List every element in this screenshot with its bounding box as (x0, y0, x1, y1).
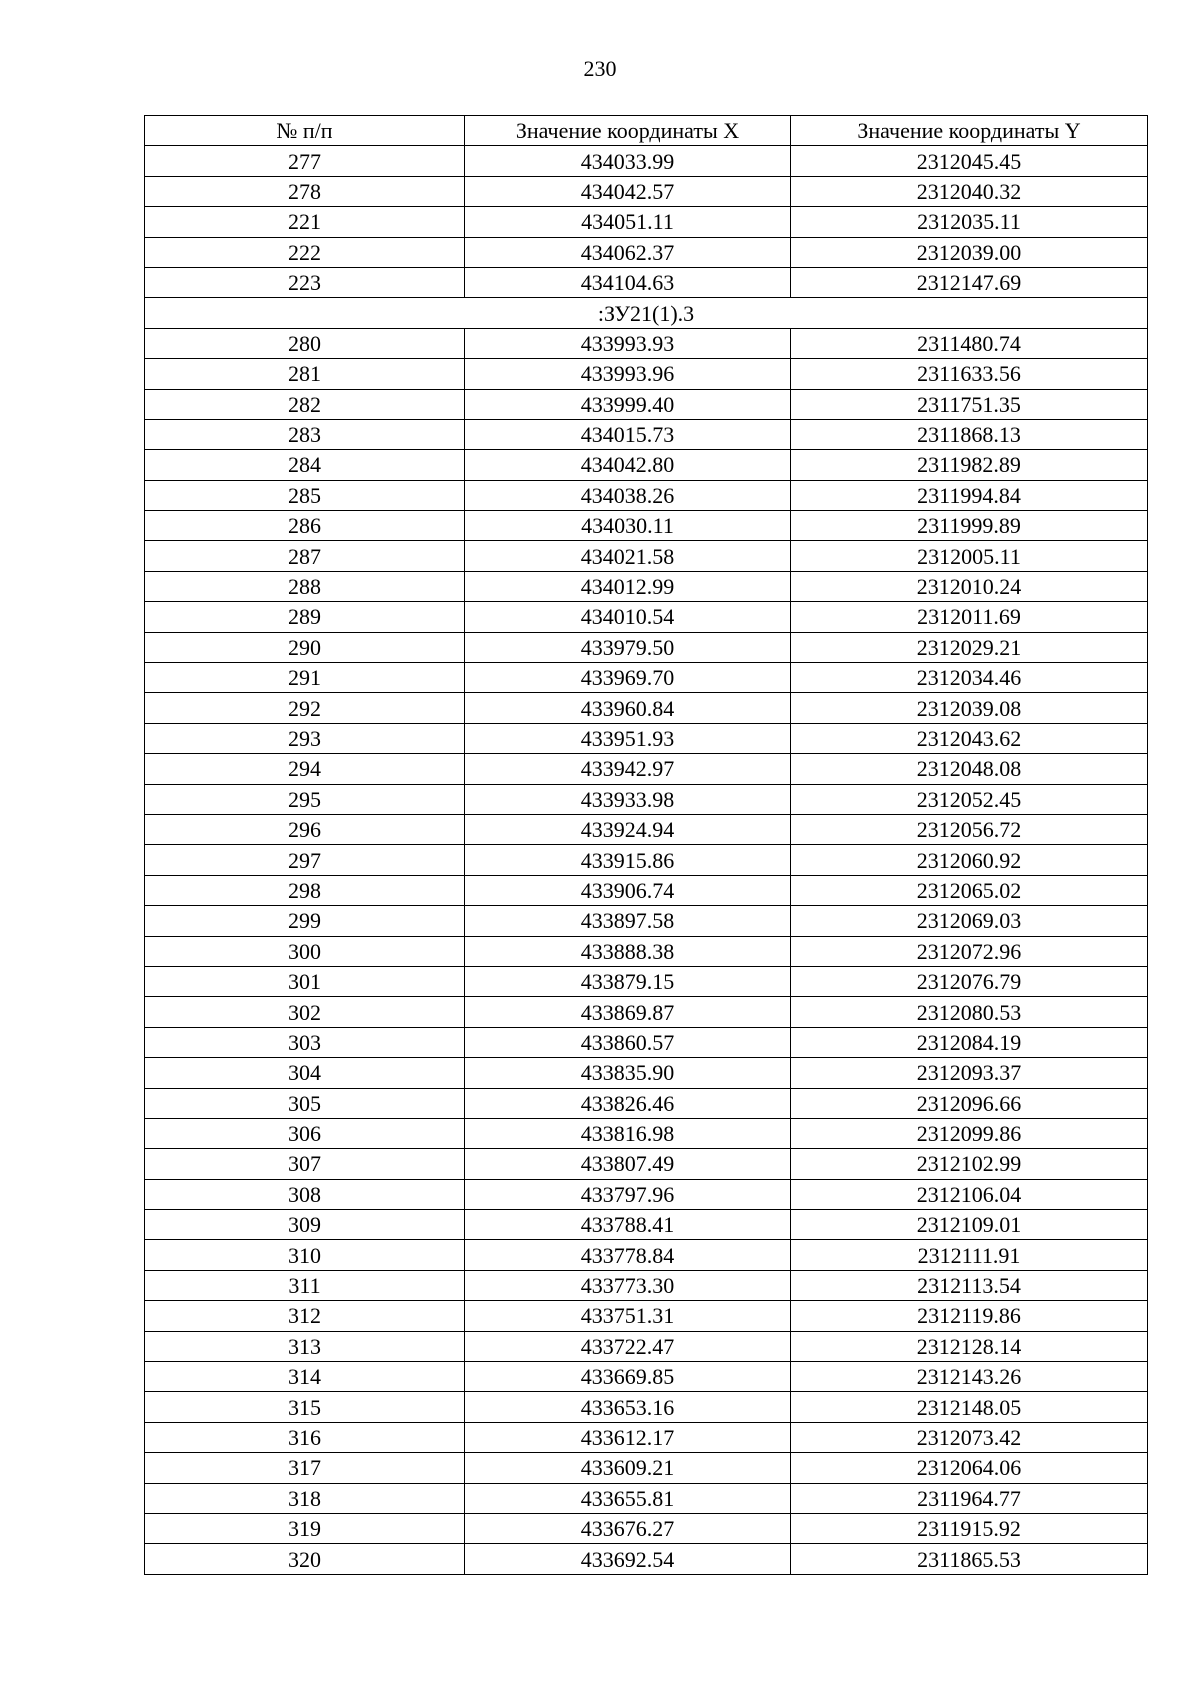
cell-coordinate-y: 2311633.56 (791, 359, 1148, 389)
cell-coordinate-y: 2311868.13 (791, 419, 1148, 449)
cell-coordinate-x: 433609.21 (465, 1453, 791, 1483)
cell-coordinate-y: 2312099.86 (791, 1118, 1148, 1148)
table-row (145, 936, 1148, 966)
cell-coordinate-y: 2312147.69 (791, 267, 1148, 297)
cell-coordinate-y: 2312119.86 (791, 1301, 1148, 1331)
cell-point-number: 284 (145, 450, 465, 480)
cell-coordinate-y: 2312080.53 (791, 997, 1148, 1027)
cell-coordinate-x: 433999.40 (465, 389, 791, 419)
table-row (145, 419, 1148, 449)
cell-point-number: 283 (145, 419, 465, 449)
cell-coordinate-y: 2311480.74 (791, 328, 1148, 358)
cell-coordinate-x: 434042.57 (465, 176, 791, 206)
cell-coordinate-x: 434051.11 (465, 207, 791, 237)
cell-coordinate-y: 2311964.77 (791, 1483, 1148, 1513)
table-row (145, 1149, 1148, 1179)
cell-coordinate-x: 434038.26 (465, 480, 791, 510)
table-row (145, 328, 1148, 358)
table-row (145, 845, 1148, 875)
table-row (145, 207, 1148, 237)
cell-point-number: 289 (145, 602, 465, 632)
cell-coordinate-y: 2312040.32 (791, 176, 1148, 206)
table-row (145, 359, 1148, 389)
cell-coordinate-y: 2312005.11 (791, 541, 1148, 571)
cell-coordinate-x: 433788.41 (465, 1210, 791, 1240)
cell-point-number: 293 (145, 723, 465, 753)
cell-coordinate-y: 2312128.14 (791, 1331, 1148, 1361)
cell-coordinate-x: 433655.81 (465, 1483, 791, 1513)
table-row (145, 1058, 1148, 1088)
cell-coordinate-x: 433835.90 (465, 1058, 791, 1088)
table-row (145, 511, 1148, 541)
table-row (145, 1301, 1148, 1331)
cell-point-number: 305 (145, 1088, 465, 1118)
cell-coordinate-y: 2312045.45 (791, 146, 1148, 176)
table-row (145, 693, 1148, 723)
table-row (145, 602, 1148, 632)
cell-coordinate-y: 2312048.08 (791, 754, 1148, 784)
table-row (145, 1513, 1148, 1543)
cell-coordinate-x: 433807.49 (465, 1149, 791, 1179)
cell-coordinate-x: 433816.98 (465, 1118, 791, 1148)
cell-coordinate-x: 433773.30 (465, 1270, 791, 1300)
cell-point-number: 315 (145, 1392, 465, 1422)
cell-coordinate-y: 2312113.54 (791, 1270, 1148, 1300)
cell-coordinate-y: 2312056.72 (791, 814, 1148, 844)
table-row (145, 267, 1148, 297)
cell-coordinate-x: 433797.96 (465, 1179, 791, 1209)
cell-coordinate-x: 433778.84 (465, 1240, 791, 1270)
cell-coordinate-x: 433960.84 (465, 693, 791, 723)
header-point-number: № п/п (145, 116, 465, 146)
cell-point-number: 287 (145, 541, 465, 571)
cell-coordinate-y: 2312148.05 (791, 1392, 1148, 1422)
cell-point-number: 318 (145, 1483, 465, 1513)
cell-point-number: 297 (145, 845, 465, 875)
cell-coordinate-x: 433653.16 (465, 1392, 791, 1422)
cell-coordinate-x: 433692.54 (465, 1544, 791, 1574)
cell-point-number: 296 (145, 814, 465, 844)
cell-point-number: 317 (145, 1453, 465, 1483)
cell-coordinate-y: 2312065.02 (791, 875, 1148, 905)
cell-coordinate-y: 2312039.08 (791, 693, 1148, 723)
coordinates-table (144, 115, 1148, 1575)
cell-coordinate-y: 2312072.96 (791, 936, 1148, 966)
cell-point-number: 298 (145, 875, 465, 905)
cell-point-number: 292 (145, 693, 465, 723)
cell-coordinate-y: 2311994.84 (791, 480, 1148, 510)
table-row (145, 237, 1148, 267)
table-row (145, 146, 1148, 176)
cell-coordinate-x: 434021.58 (465, 541, 791, 571)
table-body (145, 146, 1148, 1574)
cell-point-number: 285 (145, 480, 465, 510)
cell-point-number: 278 (145, 176, 465, 206)
table-row (145, 754, 1148, 784)
cell-point-number: 281 (145, 359, 465, 389)
table-row (145, 663, 1148, 693)
cell-point-number: 310 (145, 1240, 465, 1270)
cell-point-number: 294 (145, 754, 465, 784)
cell-coordinate-x: 433826.46 (465, 1088, 791, 1118)
table-row (145, 1331, 1148, 1361)
cell-coordinate-y: 2312052.45 (791, 784, 1148, 814)
cell-coordinate-y: 2312076.79 (791, 966, 1148, 996)
cell-point-number: 314 (145, 1362, 465, 1392)
cell-point-number: 277 (145, 146, 465, 176)
cell-coordinate-x: 433924.94 (465, 814, 791, 844)
table-row (145, 389, 1148, 419)
cell-coordinate-x: 433722.47 (465, 1331, 791, 1361)
cell-coordinate-x: 433612.17 (465, 1422, 791, 1452)
cell-coordinate-y: 2312035.11 (791, 207, 1148, 237)
table-header-row (145, 116, 1148, 146)
cell-point-number: 309 (145, 1210, 465, 1240)
cell-coordinate-x: 433951.93 (465, 723, 791, 753)
table-row (145, 784, 1148, 814)
cell-coordinate-y: 2312010.24 (791, 571, 1148, 601)
cell-point-number: 288 (145, 571, 465, 601)
table-row (145, 1483, 1148, 1513)
cell-coordinate-y: 2312143.26 (791, 1362, 1148, 1392)
cell-point-number: 312 (145, 1301, 465, 1331)
table-row (145, 997, 1148, 1027)
cell-point-number: 316 (145, 1422, 465, 1452)
header-coordinate-x: Значение координаты X (465, 116, 791, 146)
table-row (145, 541, 1148, 571)
cell-point-number: 223 (145, 267, 465, 297)
table-row (145, 1240, 1148, 1270)
cell-point-number: 301 (145, 966, 465, 996)
cell-coordinate-y: 2311999.89 (791, 511, 1148, 541)
section-label: :ЗУ21(1).3 (145, 298, 1148, 328)
cell-point-number: 304 (145, 1058, 465, 1088)
cell-coordinate-x: 434030.11 (465, 511, 791, 541)
table-row (145, 450, 1148, 480)
cell-coordinate-y: 2311982.89 (791, 450, 1148, 480)
cell-coordinate-y: 2312060.92 (791, 845, 1148, 875)
cell-point-number: 295 (145, 784, 465, 814)
table-row (145, 1392, 1148, 1422)
cell-coordinate-y: 2312064.06 (791, 1453, 1148, 1483)
cell-coordinate-y: 2312093.37 (791, 1058, 1148, 1088)
table-row (145, 1270, 1148, 1300)
table-row (145, 480, 1148, 510)
cell-coordinate-x: 433915.86 (465, 845, 791, 875)
table-row (145, 1362, 1148, 1392)
cell-coordinate-x: 433888.38 (465, 936, 791, 966)
table-row (145, 1088, 1148, 1118)
cell-coordinate-x: 433751.31 (465, 1301, 791, 1331)
cell-point-number: 222 (145, 237, 465, 267)
cell-coordinate-y: 2312011.69 (791, 602, 1148, 632)
cell-coordinate-y: 2312084.19 (791, 1027, 1148, 1057)
cell-coordinate-x: 433869.87 (465, 997, 791, 1027)
cell-coordinate-x: 433879.15 (465, 966, 791, 996)
cell-point-number: 300 (145, 936, 465, 966)
table-row (145, 1210, 1148, 1240)
cell-coordinate-x: 434042.80 (465, 450, 791, 480)
cell-coordinate-x: 433906.74 (465, 875, 791, 905)
cell-point-number: 286 (145, 511, 465, 541)
table-row (145, 966, 1148, 996)
cell-point-number: 282 (145, 389, 465, 419)
cell-coordinate-y: 2312073.42 (791, 1422, 1148, 1452)
cell-point-number: 291 (145, 663, 465, 693)
table-row (145, 1544, 1148, 1574)
cell-coordinate-y: 2311751.35 (791, 389, 1148, 419)
cell-point-number: 308 (145, 1179, 465, 1209)
cell-point-number: 313 (145, 1331, 465, 1361)
header-coordinate-y: Значение координаты Y (791, 116, 1148, 146)
table-row (145, 906, 1148, 936)
cell-coordinate-y: 2312039.00 (791, 237, 1148, 267)
cell-coordinate-x: 433993.93 (465, 328, 791, 358)
table-row (145, 571, 1148, 601)
cell-point-number: 320 (145, 1544, 465, 1574)
table-row (145, 814, 1148, 844)
table-row (145, 1422, 1148, 1452)
cell-point-number: 302 (145, 997, 465, 1027)
cell-point-number: 303 (145, 1027, 465, 1057)
cell-coordinate-x: 434033.99 (465, 146, 791, 176)
cell-point-number: 319 (145, 1513, 465, 1543)
cell-coordinate-y: 2312096.66 (791, 1088, 1148, 1118)
cell-coordinate-x: 433969.70 (465, 663, 791, 693)
cell-coordinate-x: 434015.73 (465, 419, 791, 449)
cell-coordinate-x: 434104.63 (465, 267, 791, 297)
cell-coordinate-x: 433942.97 (465, 754, 791, 784)
cell-coordinate-y: 2312111.91 (791, 1240, 1148, 1270)
page-number: 230 (583, 56, 617, 81)
cell-coordinate-x: 433676.27 (465, 1513, 791, 1543)
table-row (145, 176, 1148, 206)
table-row (145, 632, 1148, 662)
cell-coordinate-x: 433860.57 (465, 1027, 791, 1057)
cell-coordinate-y: 2312043.62 (791, 723, 1148, 753)
cell-coordinate-y: 2312106.04 (791, 1179, 1148, 1209)
cell-coordinate-y: 2312069.03 (791, 906, 1148, 936)
cell-point-number: 307 (145, 1149, 465, 1179)
cell-point-number: 311 (145, 1270, 465, 1300)
cell-coordinate-y: 2312109.01 (791, 1210, 1148, 1240)
cell-point-number: 290 (145, 632, 465, 662)
table-row (145, 1453, 1148, 1483)
cell-coordinate-x: 433933.98 (465, 784, 791, 814)
cell-coordinate-x: 434010.54 (465, 602, 791, 632)
cell-coordinate-y: 2311915.92 (791, 1513, 1148, 1543)
table-row (145, 1179, 1148, 1209)
cell-coordinate-x: 433979.50 (465, 632, 791, 662)
cell-point-number: 299 (145, 906, 465, 936)
cell-coordinate-x: 433993.96 (465, 359, 791, 389)
cell-coordinate-x: 434062.37 (465, 237, 791, 267)
cell-point-number: 306 (145, 1118, 465, 1148)
cell-coordinate-y: 2312029.21 (791, 632, 1148, 662)
section-row (145, 298, 1148, 328)
table-row (145, 875, 1148, 905)
cell-coordinate-x: 433669.85 (465, 1362, 791, 1392)
table-row (145, 723, 1148, 753)
cell-point-number: 221 (145, 207, 465, 237)
cell-coordinate-x: 434012.99 (465, 571, 791, 601)
cell-coordinate-y: 2312034.46 (791, 663, 1148, 693)
cell-coordinate-y: 2311865.53 (791, 1544, 1148, 1574)
cell-coordinate-y: 2312102.99 (791, 1149, 1148, 1179)
table-row (145, 1118, 1148, 1148)
cell-point-number: 280 (145, 328, 465, 358)
table-row (145, 1027, 1148, 1057)
cell-coordinate-x: 433897.58 (465, 906, 791, 936)
